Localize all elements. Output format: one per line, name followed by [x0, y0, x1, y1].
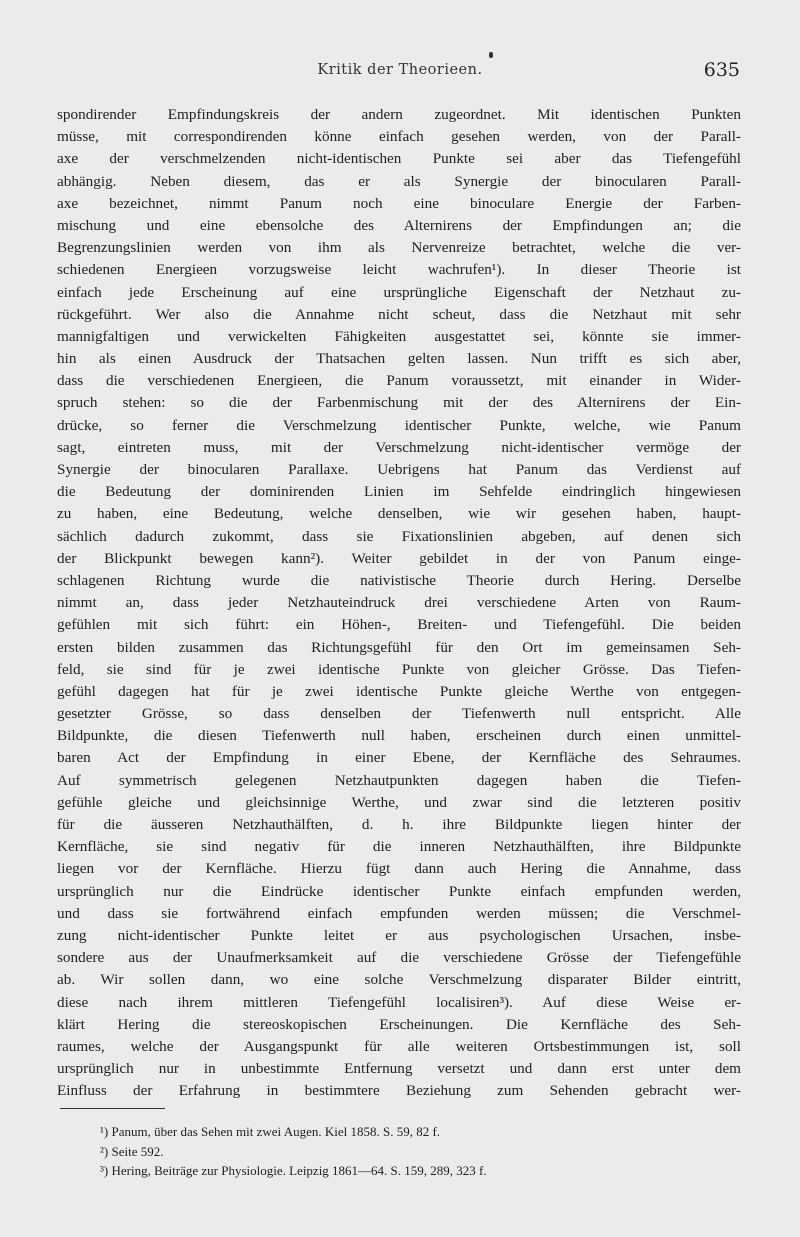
body-line: gefühl dagegen hat für je zwei identische Punkte gleiche Werthe von entgegen- [57, 682, 741, 700]
body-line: mannigfaltigen und verwickelten Fähigkeiten ausgestattet sei, könnte sie immer- [57, 327, 741, 345]
body-line: schlagenen Richtung wurde die nativistische Theorie durch Hering. Derselbe [57, 571, 741, 589]
body-line: mischung und eine ebensolche des Alternirens der Empfindungen an; die [57, 216, 741, 234]
body-line: klärt Hering die stereoskopischen Erscheinungen. Die Kernfläche des Seh- [57, 1015, 741, 1033]
body-line: Auf symmetrisch gelegenen Netzhautpunkten dagegen haben die Tiefen- [57, 771, 741, 789]
running-title: Kritik der Theorieen. [317, 62, 483, 78]
body-line: abhängig. Neben diesem, das er als Synergie der binocularen Parall- [57, 172, 741, 190]
body-line: Begrenzungslinien werden von ihm als Nervenreize betrachtet, welche die ver- [57, 239, 741, 257]
body-line: Einfluss der Erfahrung in bestimmtere Beziehung zum Sehenden gebracht wer- [57, 1082, 741, 1100]
body-line: axe der verschmelzenden nicht-identischen Punkte sei aber das Tiefengefühl [57, 150, 741, 168]
body-line: spruch stehen: so die der Farbenmischung mit der des Alternirens der Ein- [57, 394, 741, 412]
body-line: Bildpunkte, die diesen Tiefenwerth null haben, erscheinen durch einen unmittel- [57, 727, 741, 745]
body-line: diese nach ihrem mittleren Tiefengefühl localisiren³). Auf diese Weise er- [57, 993, 741, 1011]
footnote-rule [60, 1108, 165, 1109]
body-line: Kernfläche, sie sind negativ für die inneren Netzhauthälften, ihre Bildpunkte [57, 838, 741, 856]
body-line: raumes, welche der Ausgangspunkt für alle weiteren Ortsbestimmungen ist, soll [57, 1037, 741, 1055]
body-line: baren Act der Empfindung in einer Ebene, der Kernfläche des Sehraumes. [57, 749, 741, 767]
body-text [57, 104, 741, 1102]
body-line: ab. Wir sollen dann, wo eine solche Verschmelzung disparater Bilder eintritt, [57, 971, 741, 989]
page-header [60, 59, 740, 86]
body-line: zu haben, eine Bedeutung, welche denselben, wie wir gesehen haben, haupt- [57, 505, 741, 523]
body-line: gesetzter Grösse, so dass denselben der Tiefenwerth null entspricht. Alle [57, 705, 741, 723]
body-line: sächlich dadurch zukommt, dass sie Fixationslinien abgeben, auf denen sich [57, 527, 741, 545]
body-line: feld, sie sind für je zwei identische Punkte von gleicher Grösse. Das Tiefen- [57, 660, 741, 678]
body-line: hin als einen Ausdruck der Thatsachen gelten lassen. Nun trifft es sich aber, [57, 350, 741, 368]
body-line: und dass sie fortwährend einfach empfunden werden müssen; die Verschmel- [57, 904, 741, 922]
body-line: für die äusseren Netzhauthälften, d. h. ihre Bildpunkte liegen hinter der [57, 816, 741, 833]
footnote-1: ¹) Panum, über das Sehen mit zwei Augen. Kiel 1858. S. 59, 82 f. [100, 1124, 441, 1139]
body-line: spondirender Empfindungskreis der andern zugeordnet. Mit identischen Punkten [57, 106, 741, 123]
body-line: gefühle gleiche und gleichsinnige Werthe, und zwar sind die letzteren positiv [57, 793, 741, 811]
footnotes [100, 1122, 740, 1181]
ink-speck [489, 52, 493, 58]
body-line: zung nicht-identischer Punkte leitet er aus psychologischen Ursachen, insbe- [57, 926, 741, 944]
body-line: schiedenen Energieen vorzugsweise leicht wachrufen¹). In dieser Theorie ist [57, 261, 741, 279]
footnote-2: ²) Seite 592. [100, 1143, 164, 1159]
body-line: Synergie der binocularen Parallaxe. Uebrigens hat Panum das Verdienst auf [57, 461, 741, 478]
body-line: einfach jede Erscheinung auf eine ursprüngliche Eigenschaft der Netzhaut zu- [57, 283, 741, 301]
body-line: liegen vor der Kernfläche. Hierzu fügt dann auch Hering die Annahme, dass [57, 860, 741, 878]
body-line: ersten bilden zusammen das Richtungsgefühl für den Ort im gemeinsamen Seh- [57, 638, 741, 656]
body-line: rückgeführt. Wer also die Annahme nicht scheut, dass die Netzhaut mit sehr [57, 305, 741, 323]
body-line: dass die verschiedenen Energieen, die Panum voraussetzt, mit einander in Wider- [57, 372, 741, 390]
body-line: ursprünglich nur in unbestimmte Entfernung versetzt und dann erst unter dem [57, 1060, 741, 1078]
body-line: nimmt an, dass jeder Netzhauteindruck drei verschiedene Arten von Raum- [57, 594, 741, 612]
body-line: gefühlen mit sich führt: ein Höhen-, Breiten- und Tiefengefühl. Die beiden [57, 616, 741, 634]
body-line: drücke, so ferner die Verschmelzung identischer Punkte, welche, wie Panum [57, 416, 741, 434]
body-line: der Blickpunkt bewegen kann²). Weiter gebildet in der von Panum einge- [57, 549, 741, 567]
body-line: sagt, eintreten muss, mit der Verschmelzung nicht-identischer vermöge der [57, 438, 741, 456]
page-number: 635 [703, 59, 740, 81]
body-line: die Bedeutung der dominirenden Linien im Sehfelde eindringlich hingewiesen [57, 483, 741, 501]
body-line: axe bezeichnet, nimmt Panum noch eine binoculare Energie der Farben- [57, 194, 741, 212]
footnote-3: ³) Hering, Beiträge zur Physiologie. Leipzig 1861—64. S. 159, 289, 323 f. [100, 1163, 487, 1178]
body-line: sondere aus der Unaufmerksamkeit auf die verschiedene Grösse der Tiefengefühle [57, 949, 741, 967]
body-line: ursprünglich nur die Eindrücke identischer Punkte einfach empfunden werden, [57, 882, 741, 900]
body-line: müsse, mit correspondirenden könne einfach gesehen werden, von der Parall- [57, 128, 741, 146]
